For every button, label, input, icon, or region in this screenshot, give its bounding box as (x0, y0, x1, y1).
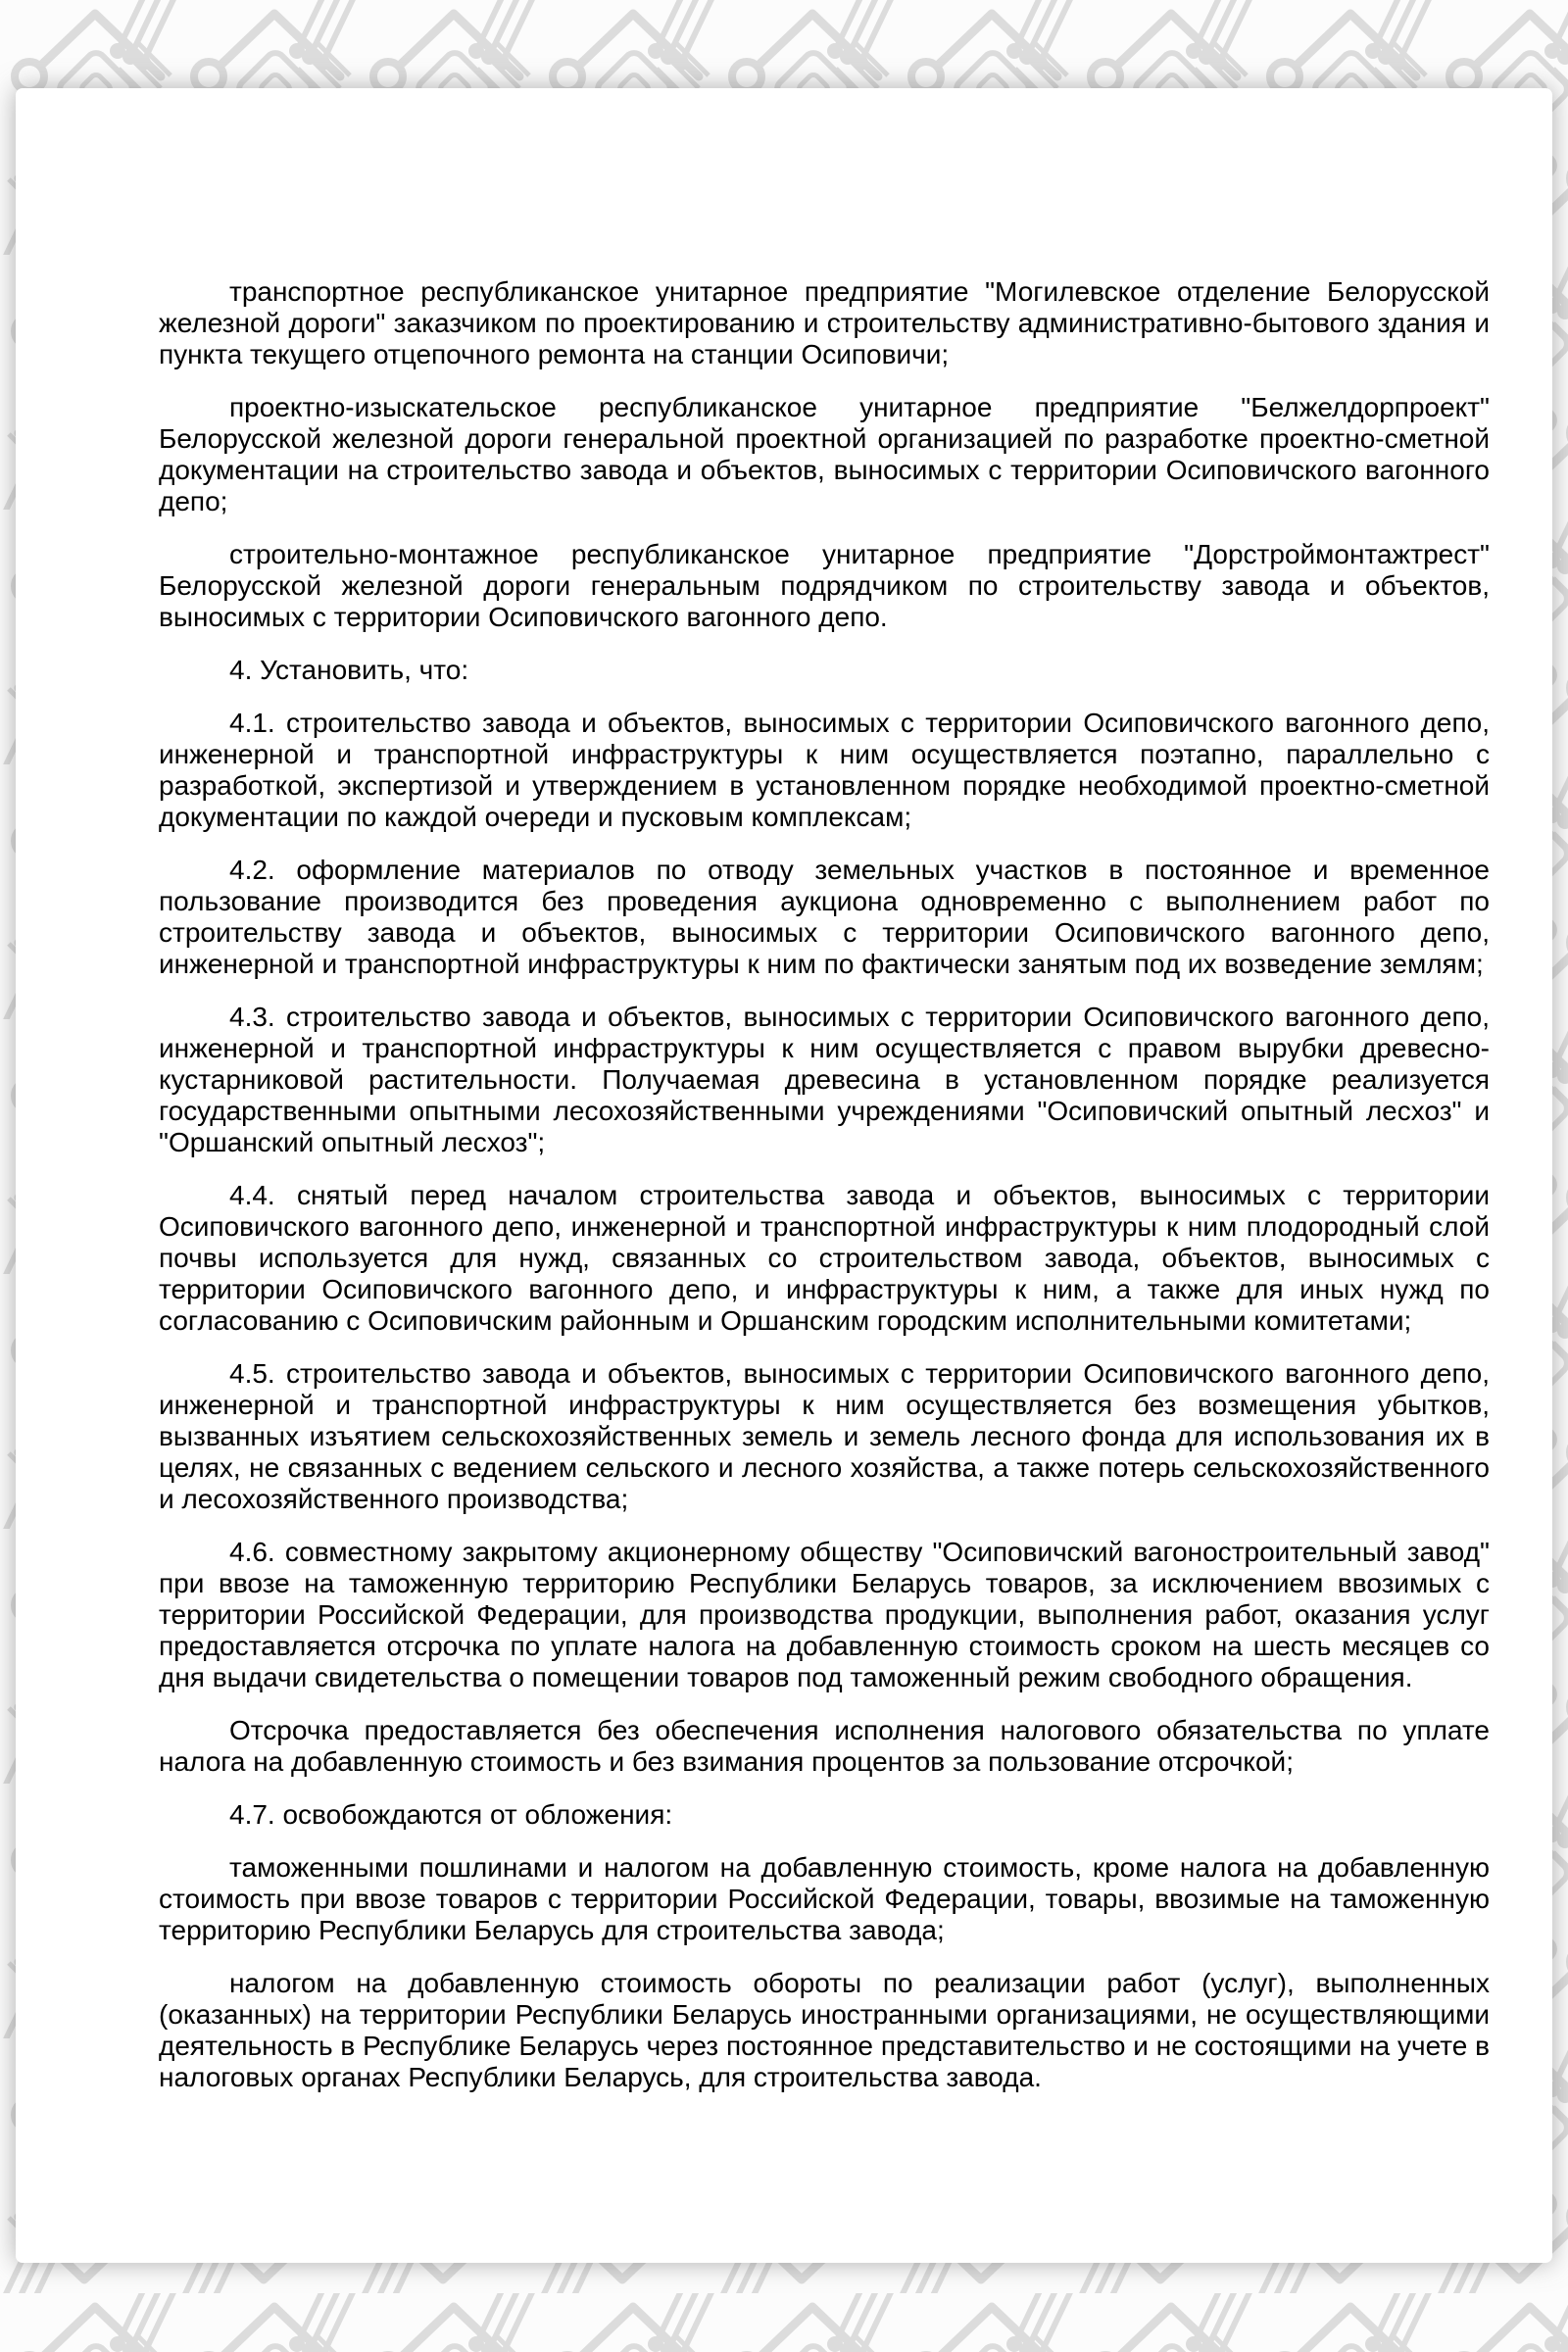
document-paragraph: 4.5. строительство завода и объектов, выносимых с территории Осиповичского вагонного депо, инженерной и транспортной инфраструктуры к ним осуществляется без возмещения убытков, вызванных изъятием сельскохозяйственных земель и земель лесного фонда для использования их в целях, не связанных с ведением сельского и лесного хозяйства, а также потерь сельскохозяйственного и лесохозяйственного производства; (159, 1358, 1490, 1514)
document-paragraph: 4.6. совместному закрытому акционерному обществу "Осиповичский вагоностроительный завод" при ввозе на таможенную территорию Республики Беларусь товаров, за исключением ввозимых с территории Российской Федерации, для производства продукции, выполнения работ, оказания услуг предоставляется отсрочка по уплате налога на добавленную стоимость сроком на шесть месяцев со дня выдачи свидетельства о помещении товаров под таможенный режим свободного обращения. (159, 1537, 1490, 1692)
document-page (16, 88, 1552, 2263)
document-paragraph: проектно-изыскательское республиканское унитарное предприятие "Белжелдорпроект" Белорусской железной дороги генеральной проектной организацией по разработке проектно-сметной документации на строительство завода и объектов, выносимых с территории Осиповичского вагонного депо; (159, 392, 1490, 516)
document-paragraph: строительно-монтажное республиканское унитарное предприятие "Дорстроймонтажтрест" Белорусской железной дороги генеральным подрядчиком по строительству завода и объектов, выносимых с территории Осиповичского вагонного депо. (159, 539, 1490, 632)
document-paragraph: 4.2. оформление материалов по отводу земельных участков в постоянное и временное пользование производится без проведения аукциона одновременно с выполнением работ по строительству завода и объектов, выносимых с территории Осиповичского вагонного депо, инженерной и транспортной инфраструктуры к ним по фактически занятым под их возведение землям; (159, 855, 1490, 979)
document-paragraph: Отсрочка предоставляется без обеспечения исполнения налогового обязательства по уплате налога на добавленную стоимость и без взимания процентов за пользование отсрочкой; (159, 1715, 1490, 1777)
document-paragraph: транспортное республиканское унитарное предприятие "Могилевское отделение Белорусской железной дороги" заказчиком по проектированию и строительству административно-бытового здания и пункта текущего отцепочного ремонта на станции Осиповичи; (159, 276, 1490, 369)
document-paragraph: 4.3. строительство завода и объектов, выносимых с территории Осиповичского вагонного депо, инженерной и транспортной инфраструктуры к ним осуществляется с правом вырубки древесно-кустарниковой растительности. Получаемая древесина в установленном порядке реализуется государственными опытными лесохозяйственными учреждениями "Осиповичский опытный лесхоз" и "Оршанский опытный лесхоз"; (159, 1002, 1490, 1157)
document-paragraph: 4.1. строительство завода и объектов, выносимых с территории Осиповичского вагонного депо, инженерной и транспортной инфраструктуры к ним осуществляется поэтапно, параллельно с разработкой, экспертизой и утверждением в установленном порядке необходимой проектно-сметной документации по каждой очереди и пусковым комплексам; (159, 708, 1490, 832)
document-paragraph: налогом на добавленную стоимость обороты по реализации работ (услуг), выполненных (оказанных) на территории Республики Беларусь иностранными организациями, не осуществляющими деятельность в Республике Беларусь через постоянное представительство и не состоящими на учете в налоговых органах Республики Беларусь, для строительства завода. (159, 1968, 1490, 2092)
document-paragraph: таможенными пошлинами и налогом на добавленную стоимость, кроме налога на добавленную стоимость при ввозе товаров с территории Российской Федерации, товары, ввозимые на таможенную территорию Республики Беларусь для строительства завода; (159, 1852, 1490, 1945)
document-body (159, 276, 1490, 2115)
document-paragraph: 4. Установить, что: (229, 655, 469, 685)
document-paragraph: 4.7. освобождаются от обложения: (229, 1799, 673, 1830)
document-paragraph: 4.4. снятый перед началом строительства завода и объектов, выносимых с территории Осиповичского вагонного депо, инженерной и транспортной инфраструктуры к ним плодородный слой почвы используется для нужд, связанных со строительством завода, объектов, выносимых с территории Осиповичского вагонного депо, и инфраструктуры к ним, а также для иных нужд по согласованию с Осиповичским районным и Оршанским городским исполнительными комитетами; (159, 1180, 1490, 1336)
